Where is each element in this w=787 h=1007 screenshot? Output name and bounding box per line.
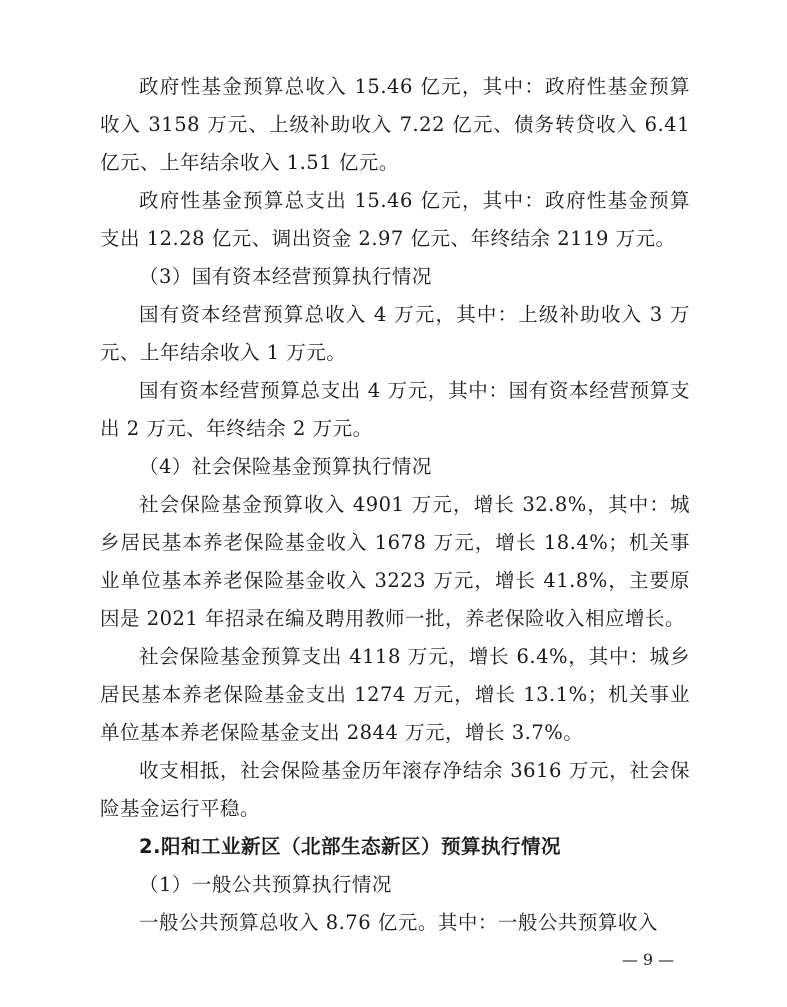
paragraph-fund-expenditure: 政府性基金预算总支出 15.46 亿元，其中：政府性基金预算支出 12.28 亿元、调出资金 2.97 亿元、年终结余 2119 万元。	[100, 189, 690, 250]
subheading-state-capital: （3）国有资本经营预算执行情况	[139, 265, 432, 288]
paragraph-state-capital-expenditure: 国有资本经营预算总支出 4 万元，其中：国有资本经营预算支出 2 万元、年终结余 2 万元。	[100, 379, 690, 440]
paragraph-state-capital-income: 国有资本经营预算总收入 4 万元，其中：上级补助收入 3 万元、上年结余收入 1 万元。	[100, 303, 690, 364]
paragraph-general-public-income: 一般公共预算总收入 8.76 亿元。其中：一般公共预算收入	[139, 911, 658, 934]
document-body	[100, 68, 690, 942]
paragraph-social-insurance-income: 社会保险基金预算收入 4901 万元，增长 32.8%，其中：城乡居民基本养老保险基金收入 1678 万元，增长 18.4%；机关事业单位基本养老保险基金收入 3223 万元，增长 41.8%，主要原因是 2021 年招录在编及聘用教师一批，养老保险收入相应增长。	[100, 493, 690, 630]
subheading-social-insurance: （4）社会保险基金预算执行情况	[139, 455, 432, 478]
paragraph-fund-income: 政府性基金预算总收入 15.46 亿元，其中：政府性基金预算收入 3158 万元、上级补助收入 7.22 亿元、债务转贷收入 6.41 亿元、上年结余收入 1.51 亿元。	[100, 75, 690, 174]
paragraph-social-insurance-expenditure: 社会保险基金预算支出 4118 万元，增长 6.4%，其中：城乡居民基本养老保险基金支出 1274 万元，增长 13.1%；机关事业单位基本养老保险基金支出 2844 万元，增长 3.7%。	[100, 645, 690, 744]
paragraph-social-insurance-balance: 收支相抵，社会保险基金历年滚存净结余 3616 万元，社会保险基金运行平稳。	[100, 759, 690, 820]
section-heading-yanghe: 2.阳和工业新区（北部生态新区）预算执行情况	[139, 835, 561, 858]
subheading-general-public: （1）一般公共预算执行情况	[139, 873, 392, 896]
page-number: — 9 —	[621, 950, 675, 969]
